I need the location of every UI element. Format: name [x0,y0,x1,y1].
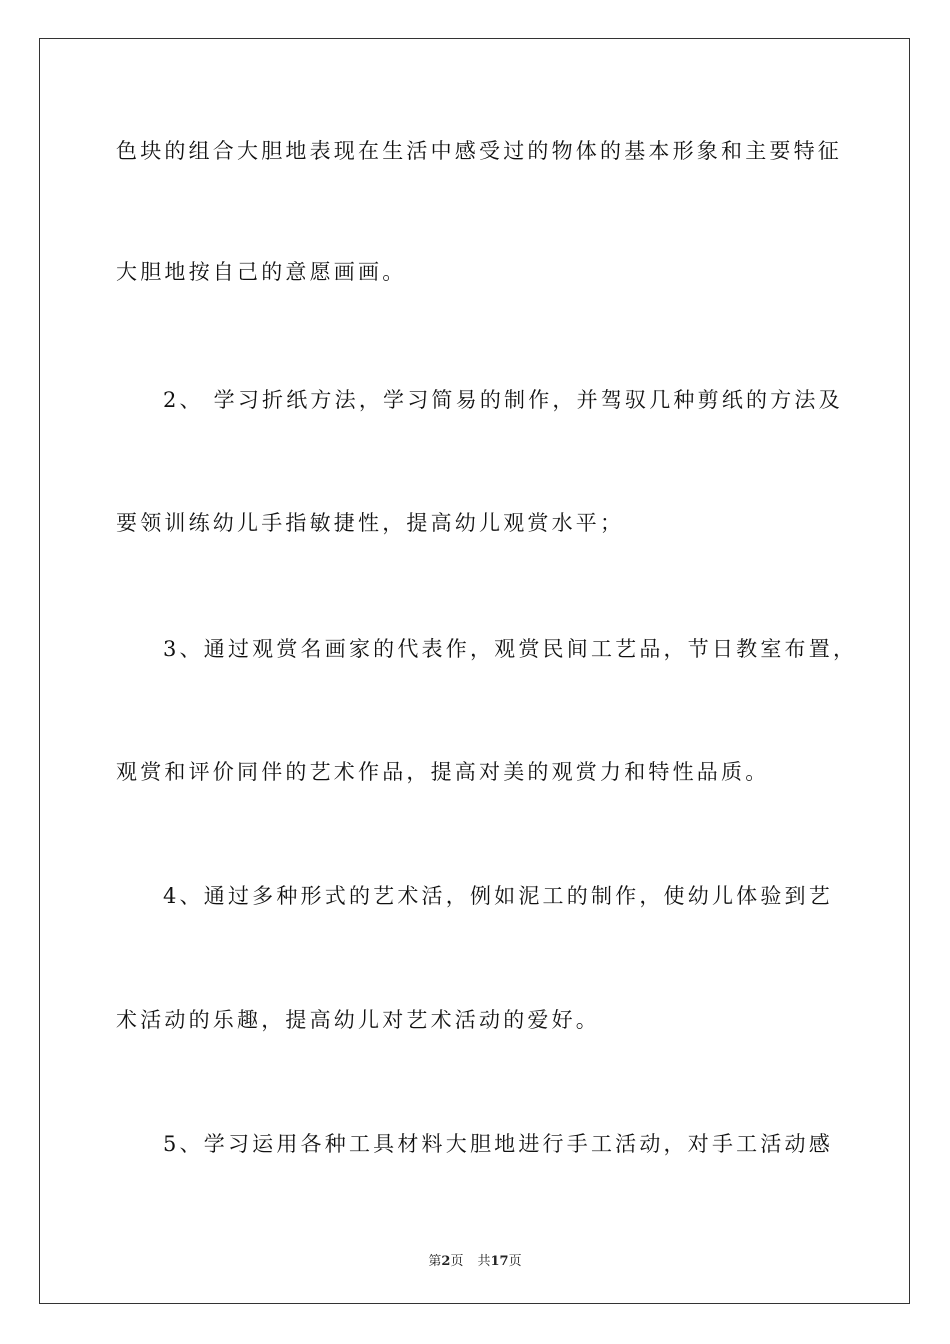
text-line: 色块的组合大胆地表现在生活中感受过的物体的基本形象和主要特征 [116,139,842,163]
text-line: 要领训练幼儿手指敏捷性，提高幼儿观赏水平； [116,511,625,535]
text-line: 观赏和评价同伴的艺术作品，提高对美的观赏力和特性品质。 [116,760,770,784]
text-line: 3、通过观赏名画家的代表作，观赏民间工艺品，节日教室布置， [163,637,858,661]
text-line: 4、通过多种形式的艺术活，例如泥工的制作，使幼儿体验到艺 [163,884,833,908]
page-suffix: 页 [450,1254,464,1269]
page-number: 2 [441,1254,451,1269]
total-suffix: 页 [508,1254,522,1269]
text-line: 5、学习运用各种工具材料大胆地进行手工活动，对手工活动感 [163,1132,833,1156]
page-prefix: 第 [428,1254,442,1269]
text-line: 术活动的乐趣，提高幼儿对艺术活动的爱好。 [116,1008,600,1032]
page-footer [0,1250,950,1269]
total-prefix: 共 [477,1254,491,1269]
page-border [39,38,910,1304]
text-line: 大胆地按自己的意愿画画。 [116,260,407,284]
text-line: 2、 学习折纸方法，学习简易的制作，并驾驭几种剪纸的方法及 [163,388,843,412]
total-pages: 17 [490,1254,509,1269]
